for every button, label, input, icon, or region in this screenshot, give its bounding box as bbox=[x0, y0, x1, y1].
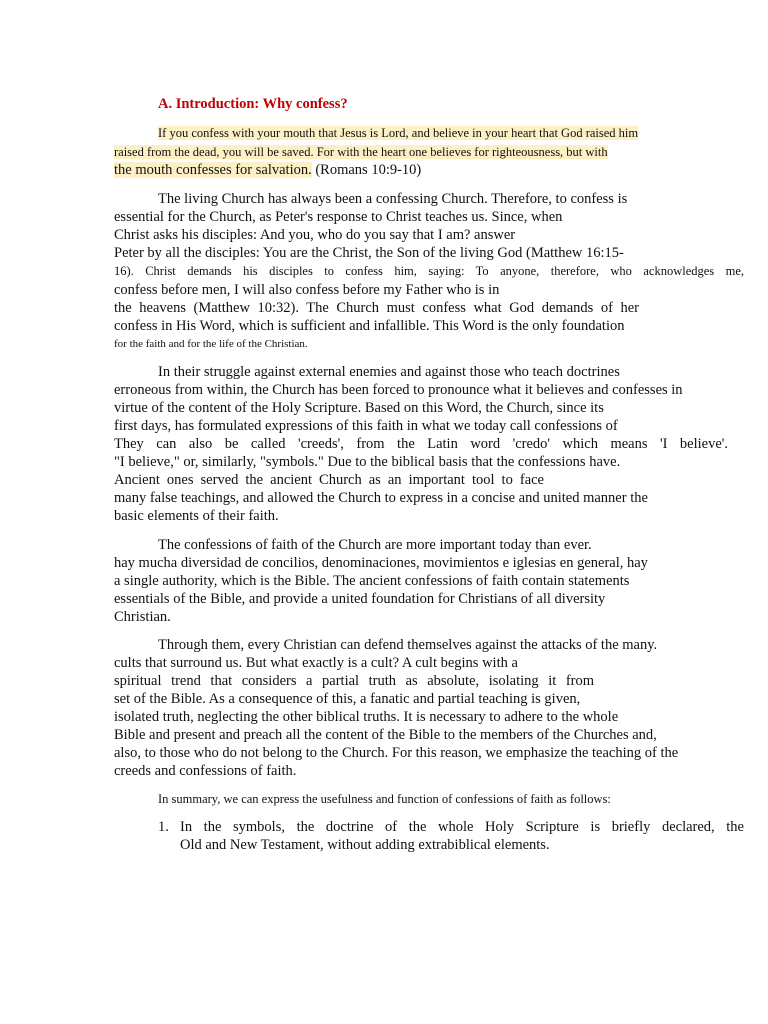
p3-line-2: hay mucha diversidad de concilios, denominaciones, movimientos e iglesias en general, hay bbox=[114, 555, 648, 571]
p2-line-1: In their struggle against external enemies and against those who teach doctrines bbox=[158, 364, 620, 380]
quote-line-3: the mouth confesses for salvation. (Romans 10:9-10) bbox=[114, 162, 422, 178]
p2-line-5: They can also be called 'creeds', from the Latin word 'credo' which means 'I believe'. bbox=[114, 436, 728, 452]
p1-line-1: The living Church has always been a confessing Church. Therefore, to confess is bbox=[158, 191, 628, 207]
p3-line-1: The confessions of faith of the Church are more important today than ever. bbox=[158, 537, 592, 553]
p2-line-9: basic elements of their faith. bbox=[114, 508, 279, 524]
p1-line-5: 16). Christ demands his disciples to confess him, saying: To anyone, therefore, who acknowledges me, bbox=[114, 264, 744, 278]
summary-line: In summary, we can express the usefulness and function of confessions of faith as follows: bbox=[158, 792, 611, 806]
p4-line-3: spiritual trend that considers a partial truth as absolute, isolating it from bbox=[114, 673, 594, 689]
p1-line-3: Christ asks his disciples: And you, who do you say that I am? answer bbox=[114, 227, 516, 243]
p1-line-6: confess before men, I will also confess before my Father who is in bbox=[114, 282, 500, 298]
p4-line-8: creeds and confessions of faith. bbox=[114, 763, 297, 779]
list-item-1-number: 1. bbox=[158, 819, 169, 835]
p4-line-7: also, to those who do not belong to the Church. For this reason, we emphasize the teaching of the bbox=[114, 745, 679, 761]
p2-line-7: Ancient ones served the ancient Church as an important tool to face bbox=[114, 472, 544, 488]
p1-line-8: confess in His Word, which is sufficient and infallible. This Word is the only foundation bbox=[114, 318, 625, 334]
quote-line-2: raised from the dead, you will be saved. For with the heart one believes for righteousness, but with bbox=[114, 145, 608, 159]
p4-line-6: Bible and present and preach all the content of the Bible to the members of the Churches and, bbox=[114, 727, 657, 743]
section-heading: A. Introduction: Why confess? bbox=[158, 96, 348, 112]
p2-line-8: many false teachings, and allowed the Church to express in a concise and united manner the bbox=[114, 490, 648, 506]
list-item-1-line-1: In the symbols, the doctrine of the whole Holy Scripture is briefly declared, the bbox=[180, 819, 744, 835]
p1-line-2: essential for the Church, as Peter's response to Christ teaches us. Since, when bbox=[114, 209, 563, 225]
quote-reference: (Romans 10:9-10) bbox=[311, 162, 422, 178]
p3-line-4: essentials of the Bible, and provide a united foundation for Christians of all diversity bbox=[114, 591, 606, 607]
quote-line-1: If you confess with your mouth that Jesus is Lord, and believe in your heart that God raised him bbox=[158, 126, 639, 140]
p4-line-5: isolated truth, neglecting the other biblical truths. It is necessary to adhere to the whole bbox=[114, 709, 619, 725]
p2-line-6: "I believe," or, similarly, "symbols." Due to the biblical basis that the confessions have. bbox=[114, 454, 621, 470]
p1-line-4: Peter by all the disciples: You are the Christ, the Son of the living God (Matthew 16:15- bbox=[114, 245, 624, 261]
p3-line-5: Christian. bbox=[114, 609, 171, 625]
p4-line-1: Through them, every Christian can defend themselves against the attacks of the many. bbox=[158, 637, 658, 653]
p2-line-4: first days, has formulated expressions of this faith in what we today call confessions of bbox=[114, 418, 618, 434]
p1-line-9: for the faith and for the life of the Christian. bbox=[114, 338, 308, 350]
p2-line-3: virtue of the content of the Holy Scripture. Based on this Word, the Church, since its bbox=[114, 400, 604, 416]
p3-line-3: a single authority, which is the Bible. The ancient confessions of faith contain statements bbox=[114, 573, 630, 589]
p1-line-7: the heavens (Matthew 10:32). The Church must confess what God demands of her bbox=[114, 300, 639, 316]
p4-line-4: set of the Bible. As a consequence of this, a fanatic and partial teaching is given, bbox=[114, 691, 581, 707]
p2-line-2: erroneous from within, the Church has been forced to pronounce what it believes and confesses in bbox=[114, 382, 683, 398]
list-item-1-line-2: Old and New Testament, without adding extrabiblical elements. bbox=[180, 837, 550, 853]
p4-line-2: cults that surround us. But what exactly is a cult? A cult begins with a bbox=[114, 655, 518, 671]
